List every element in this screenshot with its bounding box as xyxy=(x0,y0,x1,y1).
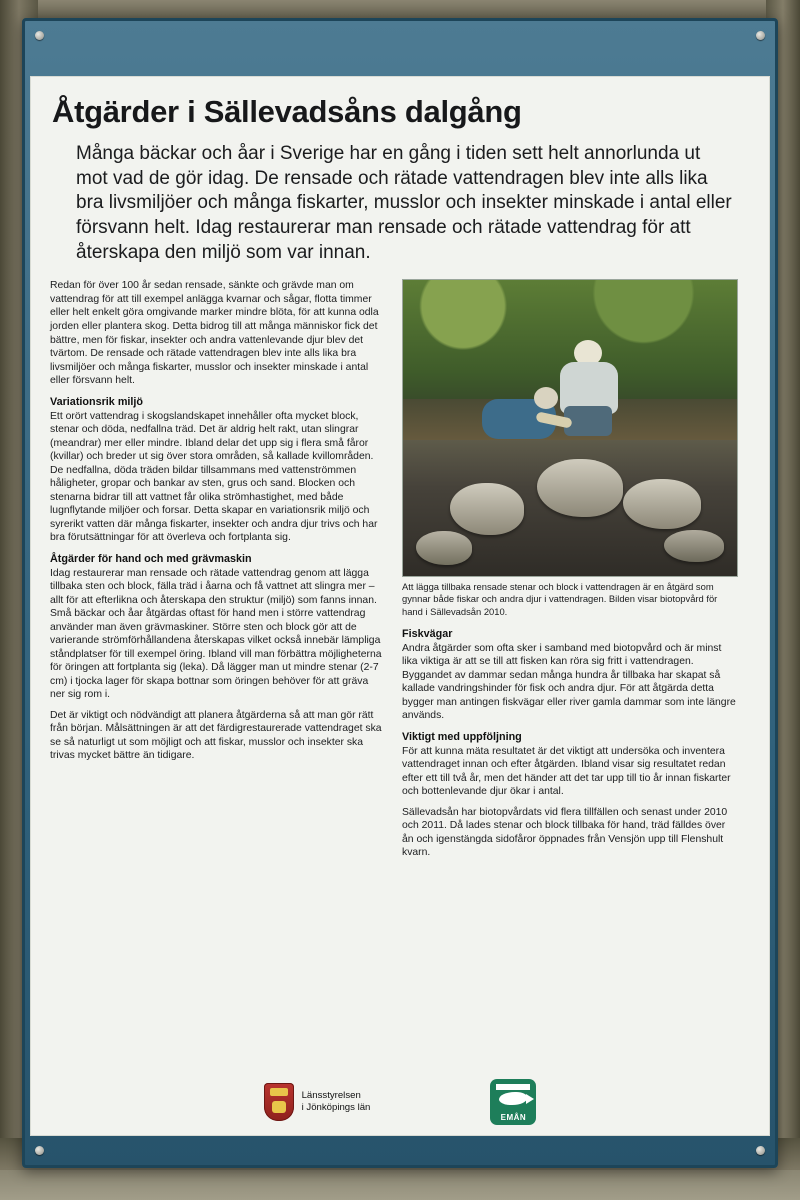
right-paragraph-2: För att kunna mäta resultatet är det viktigt att undersöka och inventera vattendraget innan och efter åtgärden. Ibland visar sig resultatet redan efter ett till två år, men det händer att det tar upp till tio år innan fiskarter och bottenlevande djur ökar i antal. xyxy=(402,745,731,798)
photo-person-head xyxy=(534,387,558,409)
ground-strip xyxy=(0,1170,800,1200)
photo-rock xyxy=(416,531,472,565)
lansstyrelsen-logo xyxy=(264,1083,371,1121)
lansstyrelsen-label xyxy=(302,1090,371,1114)
right-paragraph-3: Sällevadsån har biotopvårdats vid flera tillfällen och senast under 2010 och 2011. Då lades stenar och block tillbaka för hand, träd fälldes över ån och igenstängda sidofåror öppnades från Vensjön upp till Flenshult kvarn. xyxy=(402,806,728,859)
photo-rock xyxy=(623,479,701,529)
eman-label: EMÅN xyxy=(500,1113,527,1122)
intro-paragraph: Många bäckar och åar i Sverige har en gång i tiden sett helt annorlunda ut mot vad de gör idag. De rensade och rätade vattendragen blev inte alls lika bra livsmiljöer och många fiskarter, musslor och insekter minskade i antal eller försvann helt. Idag restaurerar man rensade och rätade vattendrag för att återskapa den miljö som var innan. xyxy=(76,143,732,263)
shield-icon xyxy=(264,1083,294,1121)
eman-dots-icon xyxy=(496,1084,530,1090)
fish-icon xyxy=(499,1092,527,1105)
sign-panel xyxy=(30,76,770,1136)
screw-bottom-right xyxy=(756,1146,765,1155)
photo-block xyxy=(402,279,738,617)
screw-top-left xyxy=(35,31,44,40)
left-paragraph-2: Ett orört vattendrag i skogslandskapet innehåller ofta mycket block, stenar och döda, nedfallna träd. Det är aldrig helt rakt, utan slingrar (meandrar) mer eller mindre. Ibland delar det upp sig i flera små fåror (kvillar) och breder ut sig över stora områden, så kallade kvillområden. De nedfallna, döda träden bildar tillsammans med vattenströmmen håligheter, gropar och bankar av sten, grus och sand. Blocken och stenarna bidrar till att vattnet får olika strömhastighet, med både lugnflytande miljöer och forsar. Detta skapar en variationsrik miljö och syrerikt vatten där många fiskarter, insekter och andra djur trivs och har bra förutsättningar för att överleva och fortplanta sig. xyxy=(50,410,378,544)
content-columns xyxy=(50,279,750,866)
left-paragraph-1: Redan för över 100 år sedan rensade, sänkte och grävde man om vattendrag för att till exempel anlägga kvarnar och sågar, flotta timmer eller helt enkelt göra omgivande marker mindre blöta, för att kunna odla jorden eller plantera skog. Detta bidrog till att många människor fick det bättre, men för fiskar, insekter och andra vattenlevande djur blev det tvärtom. De rensade och rätade vattendragen blev inte alls lika bra livsmiljöer och många fiskarter, musslor och insekter minskade i antal eller försvann helt. xyxy=(50,280,379,387)
lansstyrelsen-line1: Länsstyrelsen xyxy=(301,1090,361,1102)
right-column xyxy=(402,279,738,866)
right-paragraph-1: Andra åtgärder som ofta sker i samband med biotopvård och är minst lika viktiga är att se till att fisken kan röra sig fritt i vattendragen. Byggandet av dammar sedan många hundra år tillbaka har skapat så kallade vandringshinder för fisk och andra djur. För att åtgärda detta bygger man antingen fiskvägar eller river gamla dammar som inte längre används. xyxy=(402,642,736,722)
lansstyrelsen-line2: i Jönköpings län xyxy=(301,1102,371,1113)
left-paragraph-3: Idag restaurerar man rensade och rätade vattendrag genom att lägga tillbaka sten och block, fälla träd i åarna och få vattnet att slingra mer – allt för att efterlikna och återskapa den struktur (miljö) som fanns innan. Små bäckar och åar åtgärdas oftast för hand men i större vattendrag använder man även grävmaskiner. Större sten och block gör att de varierande strömförhållandena återskapas vilket också innebär lämpliga ståndplatser för till exempel öring. Ibland vill man förbättra möjligheterna för öringen att fortplanta sig (leka). Då lägger man ut mindre stenar (2-7 cm) i tjocka lager för skapa bottnar som öringen behöver för att gräva ner sig rom i. xyxy=(50,567,382,701)
biotopvard-photo xyxy=(402,279,738,577)
photo-rock xyxy=(450,483,524,535)
page-title: Åtgärder i Sällevadsåns dalgång xyxy=(52,94,522,129)
screw-bottom-left xyxy=(35,1146,44,1155)
photo-caption: Att lägga tillbaka rensade stenar och block i vattendragen är en åtgärd som gynnar både fiskar och andra djur i vattendragen. Bilden visar biotopvård för hand i Sällevadsån 2010. xyxy=(402,581,718,617)
right-heading-viktigt-med-uppfoljning: Viktigt med uppföljning xyxy=(402,730,522,743)
left-heading-atgarder-for-hand: Åtgärder för hand och med grävmaskin xyxy=(50,552,252,565)
footer-logos xyxy=(30,1074,770,1130)
screw-top-right xyxy=(756,31,765,40)
eman-logo xyxy=(490,1079,536,1125)
photo-person-bending xyxy=(476,387,572,459)
left-column xyxy=(50,279,386,866)
left-heading-variationsrik-miljo: Variationsrik miljö xyxy=(50,395,144,408)
photo-rock xyxy=(664,530,724,562)
right-heading-fiskvagar: Fiskvägar xyxy=(402,627,453,640)
left-paragraph-4: Det är viktigt och nödvändigt att planera åtgärderna så att man gör rätt från början. Målsättningen är att det färdigrestaurerade vattendraget ska se så naturligt ut som möjligt och att fiskar, musslor och insekter ska trivas mycket bättre än tidigare. xyxy=(50,709,382,762)
